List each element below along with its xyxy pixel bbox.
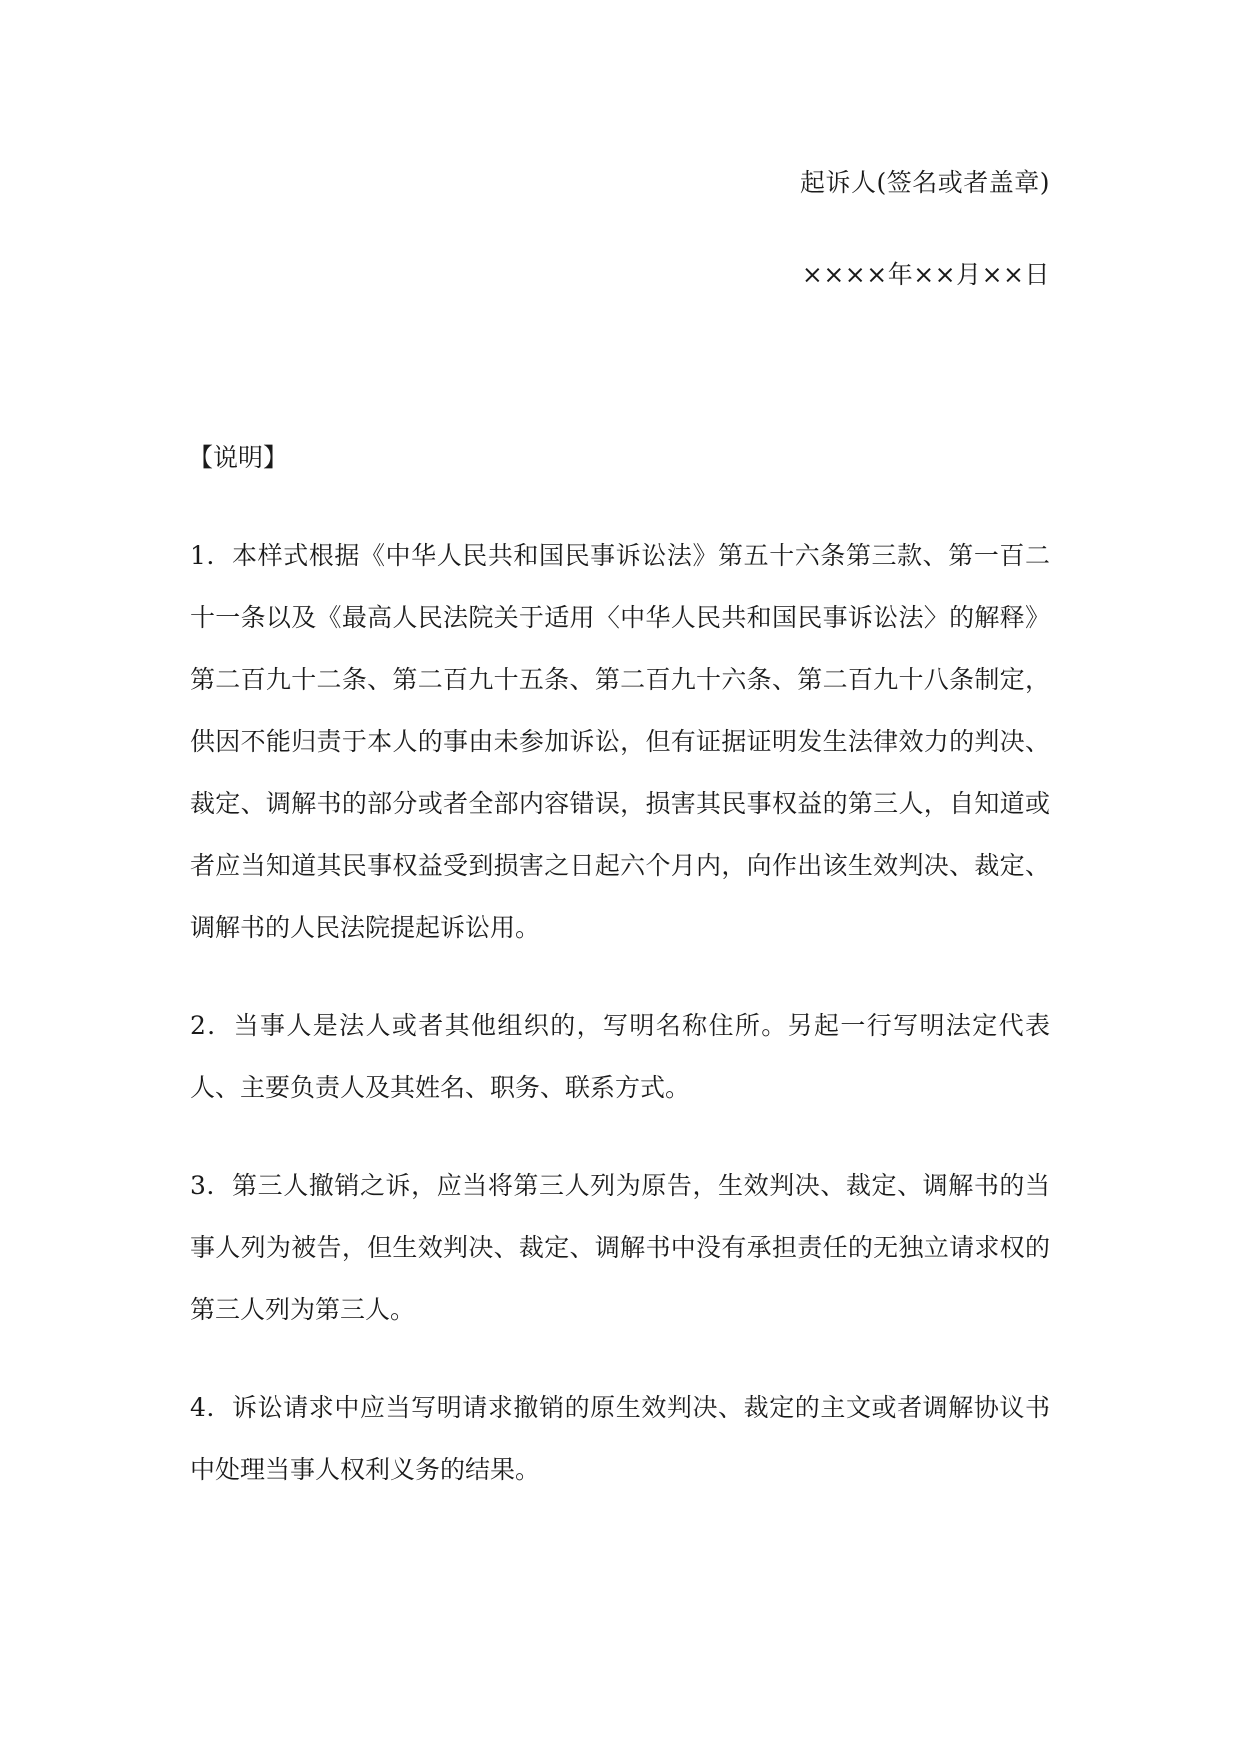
notes-heading: 【说明】	[188, 443, 289, 472]
note-item: 1．本样式根据《中华人民共和国民事诉讼法》第五十六条第三款、第一百二十一条以及《最高人民法院关于适用〈中华人民共和国民事诉讼法〉的解释》第二百九十二条、第二百九十五条、第二百九十六条、第二百九十八条制定，供因不能归责于本人的事由未参加诉讼，但有证据证明发生法律效力的判决、裁定、调解书的部分或者全部内容错误，损害其民事权益的第三人，自知道或者应当知道其民事权益受到损害之日起六个月内，向作出该生效判决、裁定、调解书的人民法院提起诉讼用。	[190, 541, 1050, 942]
notes-list	[190, 525, 1050, 1537]
note-item: 2．当事人是法人或者其他组织的，写明名称住所。另起一行写明法定代表人、主要负责人及其姓名、职务、联系方式。	[190, 1011, 1050, 1102]
note-item: 4．诉讼请求中应当写明请求撤销的原生效判决、裁定的主文或者调解协议书中处理当事人权利义务的结果。	[190, 1393, 1050, 1484]
signature-line: 起诉人(签名或者盖章)	[799, 168, 1050, 197]
note-item: 3．第三人撤销之诉，应当将第三人列为原告，生效判决、裁定、调解书的当事人列为被告，但生效判决、裁定、调解书中没有承担责任的无独立请求权的第三人列为第三人。	[190, 1171, 1050, 1324]
date-line: ××××年××月××日	[801, 260, 1050, 289]
